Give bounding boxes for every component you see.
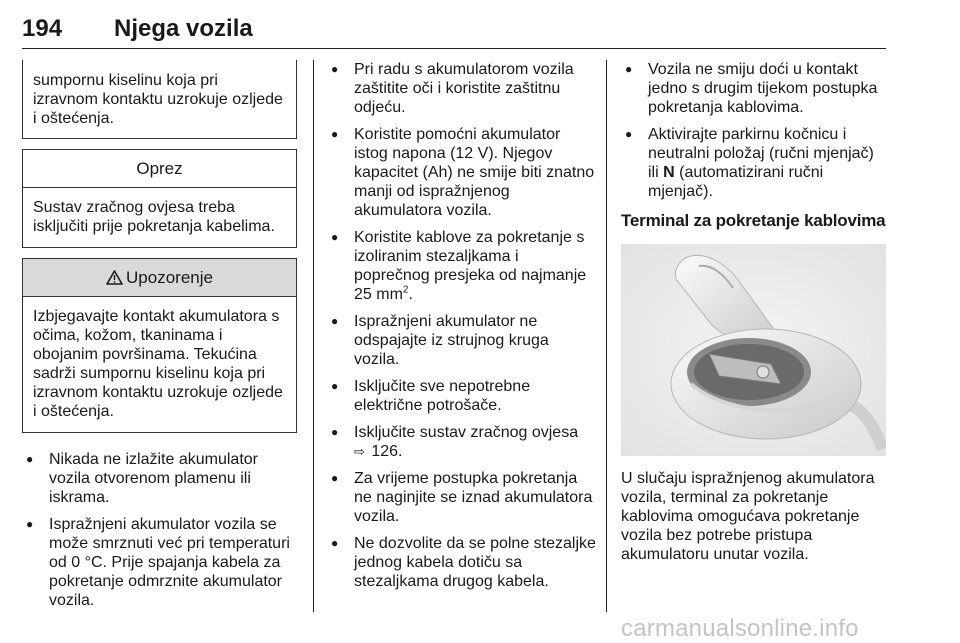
jump-start-terminal-photo [621,244,886,456]
column-3 [621,60,886,564]
bullet-text: Aktivirajte parkirnu kočnicu i neutralni položaj (ručni mjenjač) ili [648,126,874,181]
bullet-text: (automatizirani ručni mjenjač). [648,164,824,200]
column-2 [327,60,597,599]
page-ref-link[interactable]: 126. [371,443,403,460]
warning-title: Upozorenje [126,268,213,287]
list-item: ● Ispražnjeni akumulator vozila se može smrznuti već pri temperaturi od 0 °C. Prije spajanja kabela za pokretanje odmrznite akumulator vozila. [22,515,297,610]
column-1 [22,60,297,618]
column-divider-2 [606,60,607,612]
column-divider-1 [313,60,314,612]
page-number: 194 [22,15,63,42]
watermark: carmanualsonline.info [621,615,859,642]
caution-text: Sustav zračnog ovjesa treba isključiti prije pokretanja kabelima. [33,199,275,235]
bullet-list [327,60,597,591]
terminal-paragraph: U slučaju ispražnjenog akumulatora vozila, terminal za pokretanje kablovima omogućava pokretanje vozila bez potrebe pristupa akumulatoru unutar vozila. [621,470,875,563]
section-heading: Terminal za pokretanje kablovima [621,211,886,230]
warning-header [23,259,296,297]
cable-end: . [408,286,413,303]
caution-title: Oprez [23,150,296,188]
header-rule [22,48,886,49]
list-item: ● Koristite pomoćni akumulator istog napona (12 V). Njegov kapacitet (Ah) ne smije biti znatno manji od ispražnjenog akumulatora vozila. [327,125,597,220]
cable-text: Koristite kablove za pokretanje s izoliranim stezaljkama i poprečnog presjeka od najmanje 25 mm [354,229,587,303]
bullet-list [22,450,297,610]
page-ref-arrow-icon: ⇨ [354,444,365,459]
list-item: ● Ne dozvolite da se polne stezaljke jednog kabela dotiču sa stezaljkama drugog kabela. [327,534,597,591]
warning-text: Izbjegavajte kontakt akumulatora s očima, kožom, tkaninama i obojanim površinama. Tekućina sadrži sumpornu kiselinu koja pri izravnom kontaktu uzrokuje ozljede i oštećenja. [33,308,283,420]
list-item: ● Nikada ne izlažite akumulator vozila otvorenom plamenu ili iskrama. [22,450,297,507]
list-item: ● Isključite sve nepotrebne električne potrošače. [327,377,597,415]
page-header [22,0,886,49]
warning-box [22,258,297,433]
list-item: ● Ispražnjeni akumulator ne odspajajte iz strujnog kruga vozila. [327,312,597,369]
continued-warning-text: sumpornu kiselinu koja pri izravnom kontaktu uzrokuje ozljede i oštećenja. [33,72,283,127]
cable-superscript: 2 [402,284,409,296]
caution-box [22,149,297,248]
continued-warning-box [22,60,297,139]
list-item: ● Za vrijeme postupka pokretanja ne naginjite se iznad akumulatora vozila. [327,469,597,526]
bullet-list [621,60,886,201]
page-title: Njega vozila [114,15,253,42]
warning-triangle-icon [106,270,123,285]
list-item: ● Pri radu s akumulatorom vozila zaštitite oči i koristite zaštitnu odjeću. [327,60,597,117]
list-item [621,125,886,201]
gear-n-label: N [663,164,675,181]
list-item: ● Vozila ne smiju doći u kontakt jedno s drugim tijekom postupka pokretanja kablovima. [621,60,886,117]
ref-text: Isključite sustav zračnog ovjesa [354,424,579,441]
list-item-cable-size [327,228,597,304]
list-item-reference [327,423,597,461]
